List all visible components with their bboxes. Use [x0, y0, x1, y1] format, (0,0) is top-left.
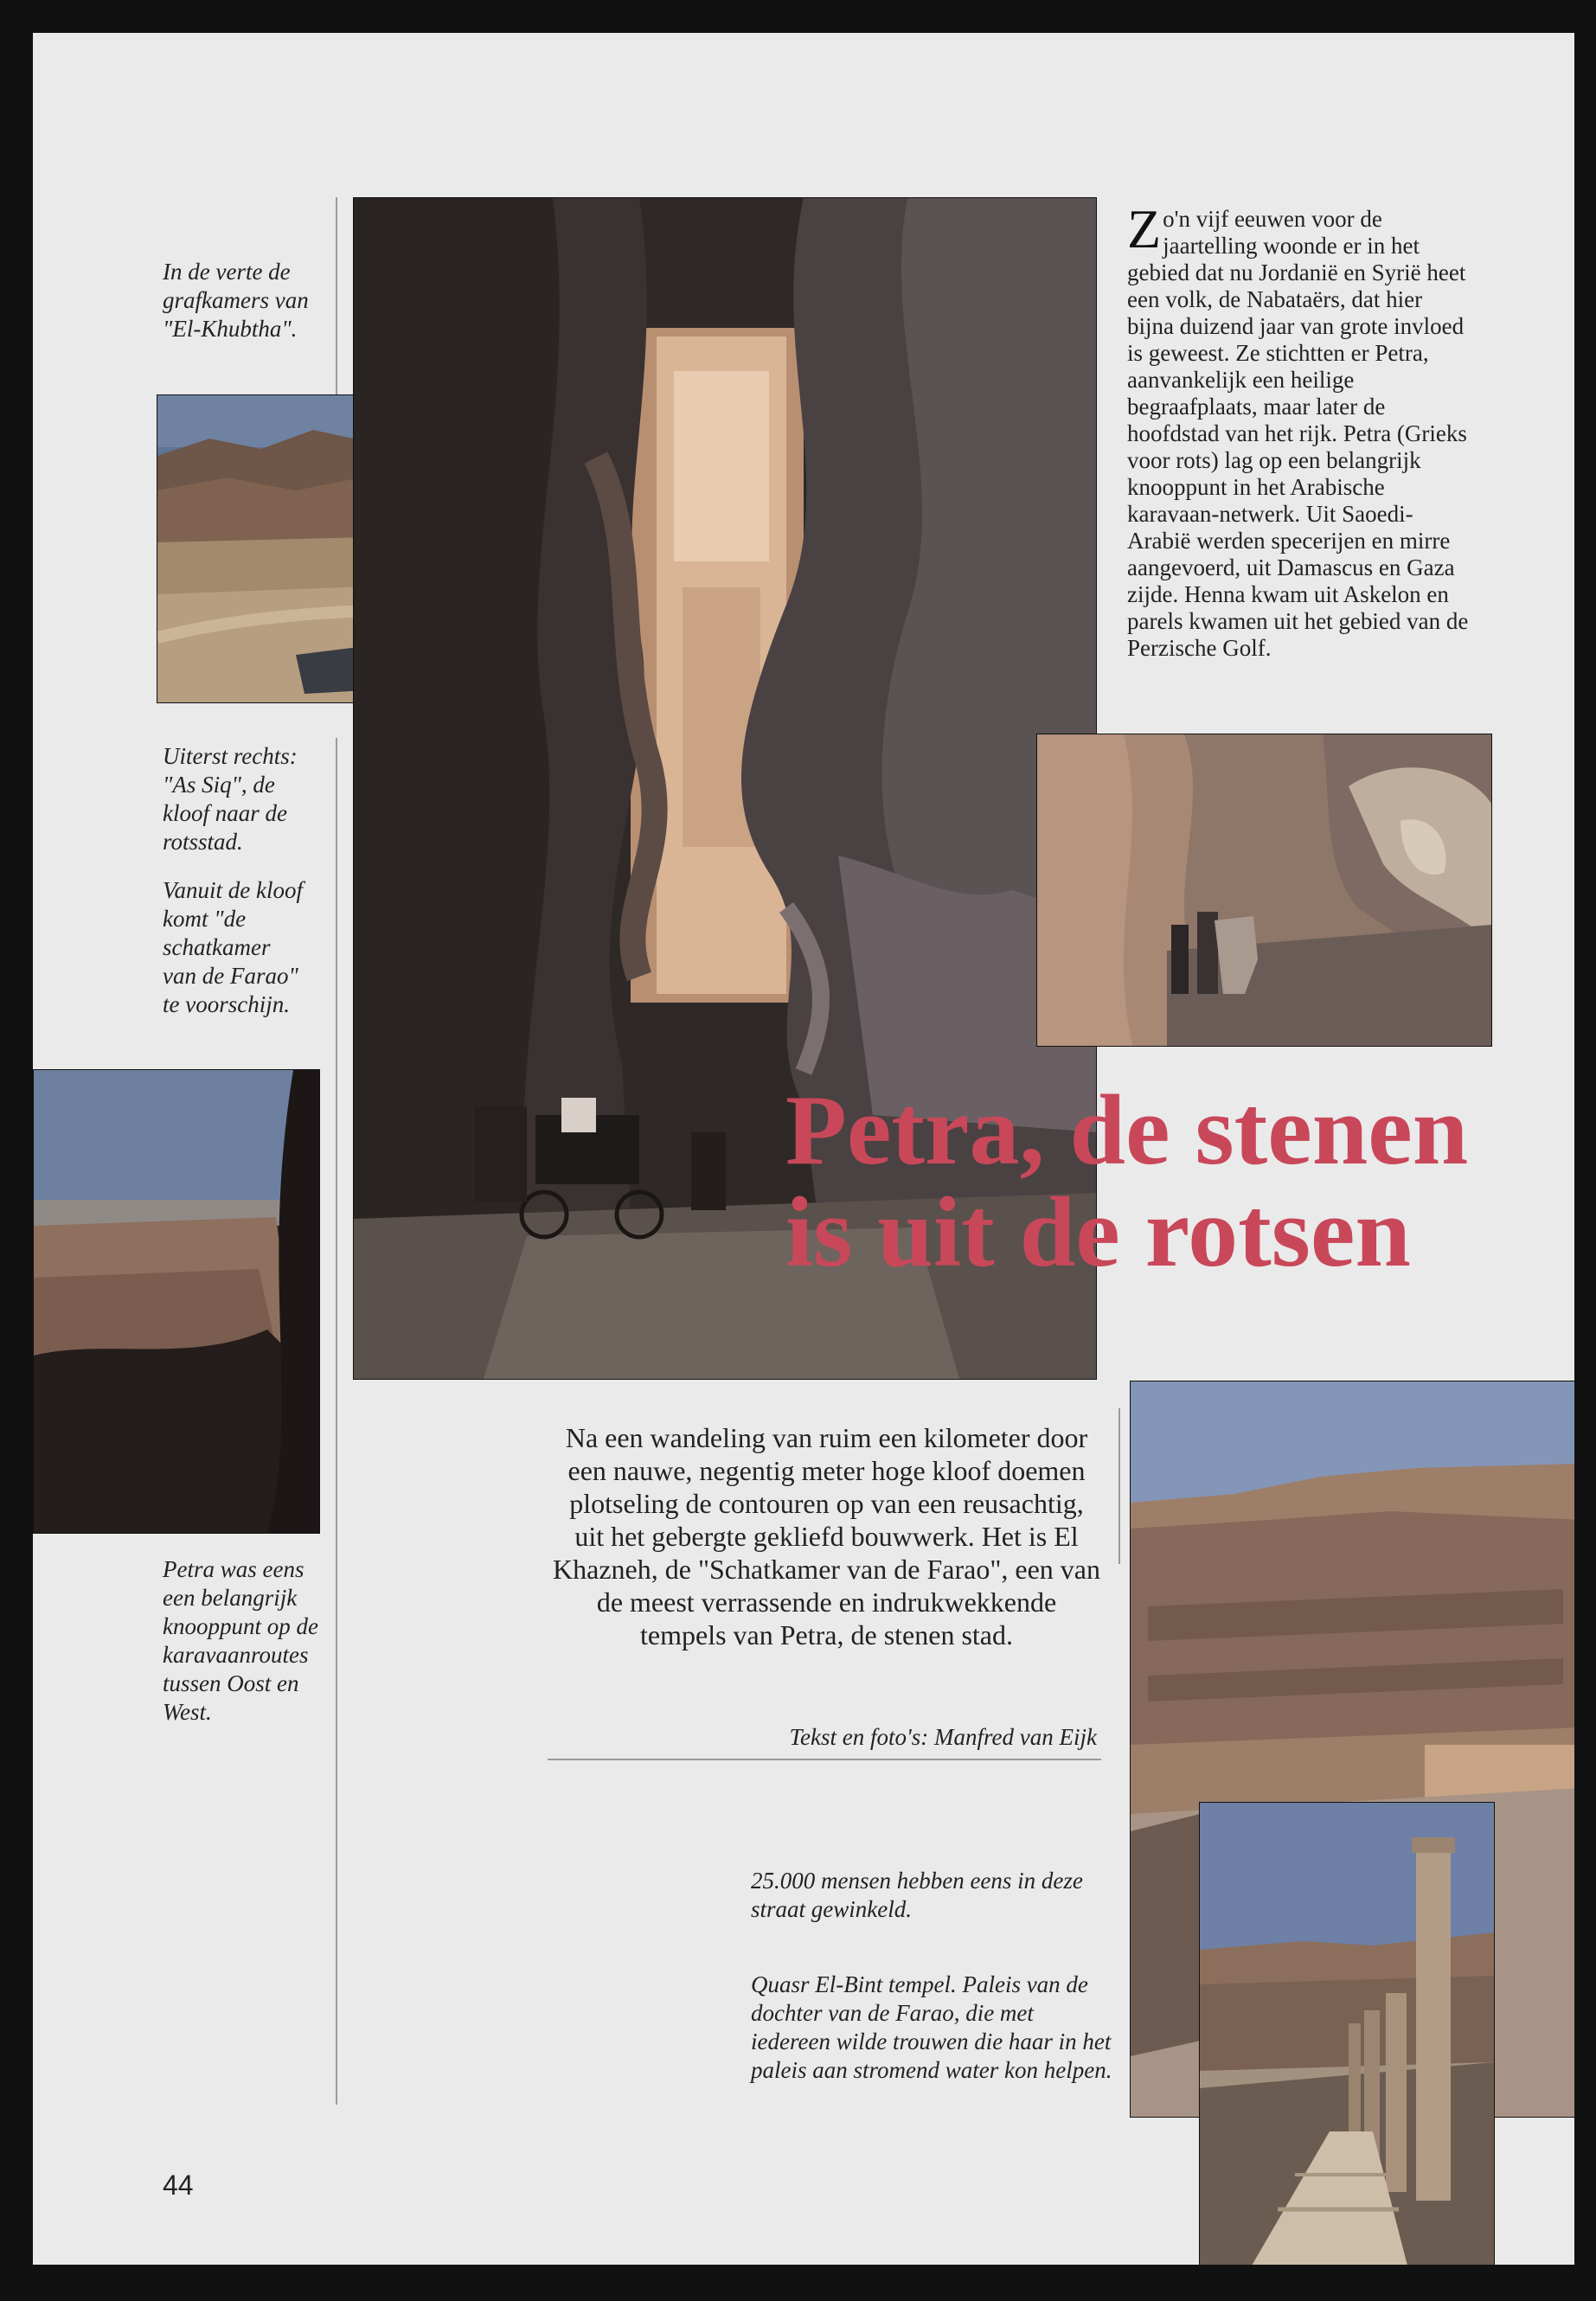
caption-as-siq: Uiterst rechts: "As Siq", de kloof naar de rotsstad. [163, 743, 298, 855]
lead-paragraph: Na een wandeling van ruim een kilometer door een nauwe, negentig meter hoge kloof doemen plotseling de contouren op van een reusachtig, uit het gebergte gekliefd bouwwerk. Het is El Khazneh, de "Schatkamer van de Farao", een van de meest verrassende en indrukwekkende tempels van Petra, de stenen stad. [553, 1422, 1100, 1650]
caption-straat: 25.000 mensen hebben eens in deze straat gewinkeld. [751, 1868, 1083, 1922]
headline [785, 1075, 1574, 1288]
photo-valley [33, 1069, 320, 1534]
photo-colonnade [1199, 1802, 1495, 2265]
caption-schatkamer: Vanuit de kloof komt "de schatkamer van de Farao" te voorschijn. [163, 877, 303, 1017]
caption-knooppunt: Petra was eens een belangrijk knooppunt op de karavaanroutes tussen Oost en West. [163, 1556, 318, 1725]
credit: Tekst en foto's: Manfred van Eijk [789, 1724, 1097, 1750]
headline-line-1: Petra, de stenen [785, 1075, 1469, 1186]
lead-block [552, 1421, 1101, 1651]
caption-quasr: Quasr El-Bint tempel. Paleis van de dochter van de Farao, die met iedereen wilde trouwen die haar in het paleis aan stromend water kon helpen. [751, 1971, 1112, 2083]
photo-walkers [1036, 734, 1492, 1047]
magazine-page [33, 33, 1574, 2265]
credit-rule [548, 1759, 1101, 1760]
page-number: 44 [163, 2170, 194, 2201]
intro-paragraph [1127, 198, 1469, 662]
column-rule [336, 197, 337, 413]
caption-grafkamers: In de verte de grafkamers van "El-Khubtha". [163, 259, 309, 342]
drop-cap: Z [1127, 198, 1162, 260]
column-rule [1118, 1408, 1120, 1564]
intro-text: o'n vijf eeuwen voor de jaartelling woonde er in het gebied dat nu Jordanië en Syrië heet een volk, de Nabataërs, dat hier bijna duizend jaar van grote invloed is geweest. Ze stichtten er Petra, aanvankelijk een heilige begraafplaats, maar later de hoofdstad van het rijk. Petra (Grieks voor rots) lag op een belangrijk knooppunt in het Arabische karavaan-netwerk. Uit Saoedi-Arabië werden specerijen en mirre aangevoerd, uit Damascus en Gaza zijde. Henna kwam uit Askelon en parels kwamen uit het gebied van de Perzische Golf. [1127, 206, 1469, 661]
column-rule [336, 738, 337, 2105]
intro-column [1127, 198, 1469, 662]
headline-line-2: is uit de rotsen [785, 1177, 1411, 1288]
